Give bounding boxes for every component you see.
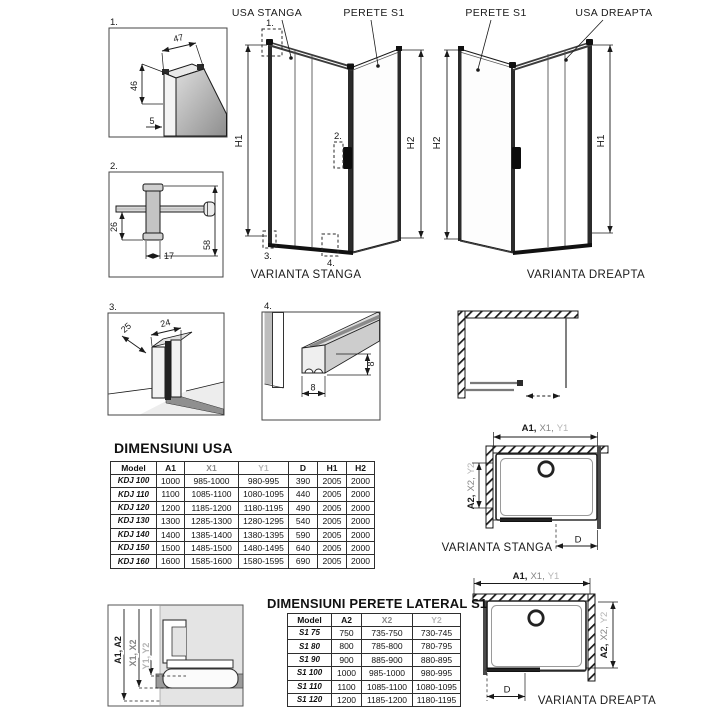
model-cell: KDJ 160 xyxy=(111,555,157,568)
plan-side-dim xyxy=(599,612,610,659)
plan-side-dim xyxy=(466,463,477,510)
value-cell: 780-795 xyxy=(413,640,461,653)
value-cell: 2005 xyxy=(318,475,347,488)
value-cell: 1180-1195 xyxy=(239,501,289,514)
height-dim-h2: H2 xyxy=(406,136,417,150)
column-header: Model xyxy=(288,614,332,627)
model-cell: S1 120 xyxy=(288,693,332,706)
shower-tray xyxy=(496,454,597,520)
value-cell: 1285-1300 xyxy=(185,515,239,528)
table-row xyxy=(111,515,375,528)
value-cell: 1100 xyxy=(157,488,185,501)
value-cell: 980-995 xyxy=(413,667,461,680)
iso-view-left xyxy=(232,7,424,281)
value-cell: 1000 xyxy=(157,475,185,488)
dim-a2: A2, xyxy=(466,494,477,510)
section-dim-y: Y1, Y2 xyxy=(141,642,151,670)
detail-4-threshold-drawing xyxy=(262,301,380,420)
value-cell: 1280-1295 xyxy=(239,515,289,528)
value-cell: 2000 xyxy=(347,515,375,528)
dim-label: 47 xyxy=(172,32,185,45)
model-cell: S1 90 xyxy=(288,653,332,666)
value-cell: 1485-1500 xyxy=(185,541,239,554)
plan-view-right xyxy=(473,571,656,707)
dim-x2: X2, xyxy=(599,626,610,641)
value-cell: 2000 xyxy=(347,555,375,568)
section-profile-drawing xyxy=(108,605,243,706)
model-cell: KDJ 120 xyxy=(111,501,157,514)
value-cell: 2005 xyxy=(318,541,347,554)
value-cell: 980-995 xyxy=(239,475,289,488)
dim-x1: X1, xyxy=(539,423,554,434)
value-cell: 1080-1095 xyxy=(239,488,289,501)
table-row xyxy=(111,501,375,514)
value-cell: 690 xyxy=(289,555,318,568)
table-row xyxy=(288,680,461,693)
value-cell: 985-1000 xyxy=(185,475,239,488)
usa-dimensions-table xyxy=(110,461,375,569)
table-row xyxy=(111,528,375,541)
value-cell: 640 xyxy=(289,541,318,554)
table-row xyxy=(288,693,461,706)
value-cell: 2000 xyxy=(347,488,375,501)
table-row xyxy=(111,541,375,554)
table-row xyxy=(288,667,461,680)
callout-4: 4. xyxy=(327,258,335,269)
value-cell: 1085-1100 xyxy=(362,680,413,693)
usa-table-title: DIMENSIUNI USA xyxy=(114,440,233,456)
model-cell: KDJ 110 xyxy=(111,488,157,501)
plan-view-left xyxy=(442,423,608,554)
dim-x1: X1, xyxy=(530,571,545,582)
model-cell: S1 110 xyxy=(288,680,332,693)
column-header: Y1 xyxy=(239,462,289,475)
value-cell: 2000 xyxy=(347,501,375,514)
dim-label: 26 xyxy=(109,221,119,233)
variant-caption: VARIANTA DREAPTA xyxy=(526,269,646,281)
value-cell: 2000 xyxy=(347,541,375,554)
detail-2-roller-drawing xyxy=(109,161,223,277)
plan-top-dim xyxy=(522,423,569,434)
s1-table-title: DIMENSIUNI PERETE LATERAL S1 xyxy=(267,596,488,611)
dim-y1: Y1 xyxy=(556,423,569,434)
value-cell: 735-750 xyxy=(362,627,413,640)
value-cell: 750 xyxy=(332,627,362,640)
table-row xyxy=(288,653,461,666)
variant-caption: VARIANTA DREAPTA xyxy=(537,695,657,707)
plan-top-dim xyxy=(513,571,560,582)
value-cell: 1200 xyxy=(332,693,362,706)
table-row xyxy=(288,640,461,653)
header-row xyxy=(288,614,461,627)
detail-1-label: 1. xyxy=(110,17,118,28)
dim-label: 25 xyxy=(118,320,134,335)
value-cell: 2000 xyxy=(347,475,375,488)
model-cell: S1 75 xyxy=(288,627,332,640)
s1-dimensions-table xyxy=(287,613,461,707)
variant-caption: VARIANTA STANGA xyxy=(441,542,553,554)
callout-2: 2. xyxy=(334,131,342,142)
door-label: USA DREAPTA xyxy=(575,7,653,19)
wall-label: PERETE S1 xyxy=(465,7,527,19)
dim-label: 24 xyxy=(159,317,172,330)
value-cell: 2000 xyxy=(347,528,375,541)
detail-3-wall-profile-drawing xyxy=(108,302,224,415)
value-cell: 390 xyxy=(289,475,318,488)
value-cell: 1380-1395 xyxy=(239,528,289,541)
dim-a2: A2, xyxy=(599,643,610,659)
table-row xyxy=(288,627,461,640)
value-cell: 1185-1200 xyxy=(185,501,239,514)
door-handle xyxy=(343,147,352,169)
model-cell: KDJ 140 xyxy=(111,528,157,541)
model-cell: S1 100 xyxy=(288,667,332,680)
section-dim-a: A1, A2 xyxy=(113,636,123,664)
table-row xyxy=(111,555,375,568)
column-header: A2 xyxy=(332,614,362,627)
dim-label: 5 xyxy=(149,116,155,126)
column-header: D xyxy=(289,462,318,475)
callout-1: 1. xyxy=(266,18,274,29)
header-row xyxy=(111,462,375,475)
iso-view-right xyxy=(432,7,653,281)
model-cell: KDJ 150 xyxy=(111,541,157,554)
value-cell: 440 xyxy=(289,488,318,501)
column-header: A1 xyxy=(157,462,185,475)
value-cell: 2005 xyxy=(318,501,347,514)
value-cell: 1480-1495 xyxy=(239,541,289,554)
value-cell: 1200 xyxy=(157,501,185,514)
dim-x2: X2, xyxy=(466,477,477,492)
door-width-dim: D xyxy=(574,534,582,546)
detail-3-label: 3. xyxy=(109,302,117,313)
value-cell: 2005 xyxy=(318,488,347,501)
detail-2-label: 2. xyxy=(110,161,118,172)
dim-label: 8 xyxy=(310,382,316,393)
value-cell: 1385-1400 xyxy=(185,528,239,541)
column-header: H2 xyxy=(347,462,375,475)
value-cell: 900 xyxy=(332,653,362,666)
section-dim-x: X1, X2 xyxy=(128,639,138,667)
value-cell: 985-1000 xyxy=(362,667,413,680)
dim-a1: A1, xyxy=(521,423,537,434)
door-label: USA STANGA xyxy=(231,7,303,19)
column-header: Model xyxy=(111,462,157,475)
value-cell: 590 xyxy=(289,528,318,541)
dim-label: 17 xyxy=(164,251,175,261)
value-cell: 880-895 xyxy=(413,653,461,666)
door-handle xyxy=(512,147,521,169)
value-cell: 1180-1195 xyxy=(413,693,461,706)
table-row xyxy=(111,475,375,488)
dim-label: 46 xyxy=(129,80,139,92)
column-header: Y2 xyxy=(413,614,461,627)
value-cell: 1600 xyxy=(157,555,185,568)
height-dim-h1: H1 xyxy=(596,134,607,148)
value-cell: 1580-1595 xyxy=(239,555,289,568)
value-cell: 1000 xyxy=(332,667,362,680)
door-width-dim: D xyxy=(503,684,511,696)
value-cell: 800 xyxy=(332,640,362,653)
dim-y2: Y2 xyxy=(466,462,477,475)
value-cell: 885-900 xyxy=(362,653,413,666)
variant-caption: VARIANTA STANGA xyxy=(250,269,362,281)
column-header: X2 xyxy=(362,614,413,627)
value-cell: 1100 xyxy=(332,680,362,693)
value-cell: 1085-1100 xyxy=(185,488,239,501)
height-dim-h1: H1 xyxy=(234,134,245,148)
value-cell: 730-745 xyxy=(413,627,461,640)
model-cell: KDJ 100 xyxy=(111,475,157,488)
value-cell: 2005 xyxy=(318,555,347,568)
detail-1-profile-drawing xyxy=(109,17,227,137)
column-header: X1 xyxy=(185,462,239,475)
value-cell: 2005 xyxy=(318,528,347,541)
value-cell: 1080-1095 xyxy=(413,680,461,693)
height-dim-h2: H2 xyxy=(432,136,443,150)
callout-3: 3. xyxy=(264,251,272,262)
dim-y1: Y1 xyxy=(547,571,560,582)
value-cell: 1185-1200 xyxy=(362,693,413,706)
value-cell: 540 xyxy=(289,515,318,528)
column-header: H1 xyxy=(318,462,347,475)
corner-plan-schematic xyxy=(458,311,578,398)
value-cell: 1585-1600 xyxy=(185,555,239,568)
dim-label: 58 xyxy=(202,239,212,251)
value-cell: 1500 xyxy=(157,541,185,554)
detail-4-label: 4. xyxy=(264,301,272,312)
value-cell: 785-800 xyxy=(362,640,413,653)
value-cell: 2005 xyxy=(318,515,347,528)
wall-label: PERETE S1 xyxy=(343,7,405,19)
value-cell: 490 xyxy=(289,501,318,514)
dim-label: 8 xyxy=(366,361,376,367)
model-cell: S1 80 xyxy=(288,640,332,653)
value-cell: 1400 xyxy=(157,528,185,541)
value-cell: 1300 xyxy=(157,515,185,528)
model-cell: KDJ 130 xyxy=(111,515,157,528)
dim-y2: Y2 xyxy=(599,611,610,624)
dim-a1: A1, xyxy=(512,571,528,582)
table-row xyxy=(111,488,375,501)
